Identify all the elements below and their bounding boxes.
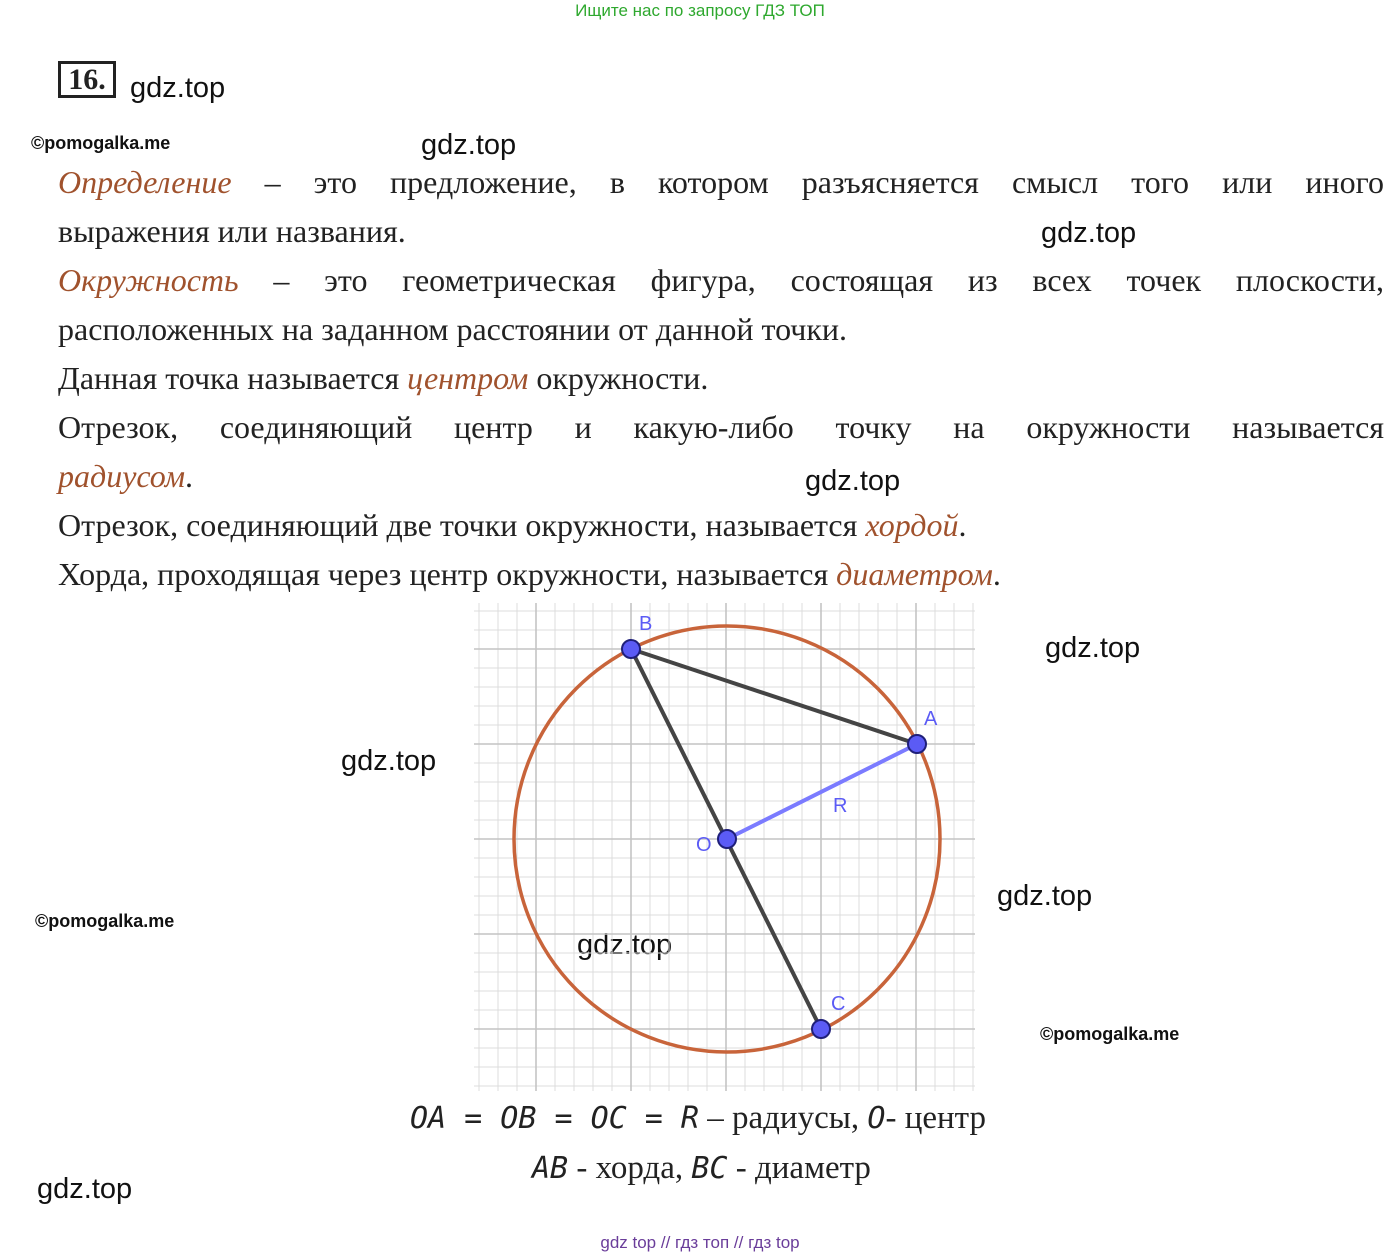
label-o: O bbox=[696, 834, 712, 856]
watermark: gdz.top bbox=[1045, 632, 1141, 664]
watermark: gdz.top bbox=[1041, 217, 1137, 249]
term-chord: хордой bbox=[865, 507, 959, 543]
point-b bbox=[622, 640, 640, 658]
point-c bbox=[812, 1020, 830, 1038]
formula-line2 bbox=[532, 1150, 871, 1187]
text-fragment: Хорда, проходящая через центр окружности, называется bbox=[58, 556, 837, 592]
watermark: gdz.top bbox=[577, 929, 673, 961]
formula-math: O bbox=[867, 1101, 886, 1136]
watermark: gdz.top bbox=[341, 745, 437, 777]
paragraph-center bbox=[58, 358, 708, 398]
label-r: R bbox=[833, 795, 848, 817]
formula-math: BC bbox=[691, 1151, 728, 1186]
footer-link[interactable]: gdz top bbox=[600, 1233, 657, 1252]
watermark: gdz.top bbox=[37, 1173, 133, 1205]
text-fragment: . bbox=[185, 458, 193, 494]
label-b: B bbox=[639, 613, 653, 635]
formula-line1 bbox=[410, 1100, 986, 1137]
text-fragment: окружности. bbox=[528, 360, 709, 396]
paragraph-radius-line2 bbox=[58, 456, 193, 496]
formula-text: - центр bbox=[885, 1100, 986, 1136]
term-diameter: диаметром bbox=[836, 556, 993, 592]
radius-oa bbox=[727, 744, 917, 839]
term-definition: Определение bbox=[58, 164, 232, 200]
copyright-mark: ©pomogalka.me bbox=[35, 911, 175, 931]
point-a bbox=[908, 735, 926, 753]
label-c: C bbox=[831, 993, 846, 1015]
text-fragment: – это геометрическая фигура, состоящая из всех точек плоскости, bbox=[238, 262, 1384, 298]
text-fragment: Отрезок, соединяющий две точки окружности, называется bbox=[58, 507, 866, 543]
paragraph-circle-line2: расположенных на заданном расстоянии от данной точки. bbox=[58, 311, 848, 347]
paragraph-chord bbox=[58, 505, 966, 545]
copyright-mark: ©pomogalka.me bbox=[31, 133, 171, 153]
chord-ab bbox=[631, 649, 917, 744]
paragraph-definition-line2: выражения или названия. bbox=[58, 213, 406, 249]
term-circle: Окружность bbox=[58, 262, 239, 298]
footer-links bbox=[0, 1233, 1400, 1253]
formula-math: AB bbox=[532, 1151, 569, 1186]
watermark: gdz.top bbox=[997, 880, 1093, 912]
footer-link[interactable]: гдз top bbox=[748, 1233, 800, 1252]
footer-separator: // bbox=[660, 1233, 671, 1252]
text-fragment: – это предложение, в котором разъясняется смысл того или иного bbox=[231, 164, 1384, 200]
label-a: A bbox=[924, 708, 938, 730]
formula-text: - хорда, bbox=[568, 1150, 692, 1186]
watermark: gdz.top bbox=[421, 129, 517, 161]
footer-separator: // bbox=[733, 1233, 744, 1252]
footer-link[interactable]: гдз топ bbox=[675, 1233, 730, 1252]
text-fragment: . bbox=[992, 556, 1001, 592]
text-fragment: . bbox=[958, 507, 967, 543]
watermark: gdz.top bbox=[130, 72, 226, 104]
paragraph-definition-line1 bbox=[58, 162, 1384, 202]
term-radius: радиусом bbox=[58, 458, 185, 494]
paragraph-radius-line1: Отрезок, соединяющий центр и какую-либо точку на окружности называется bbox=[58, 409, 1384, 445]
task-number-box: 16. bbox=[58, 61, 116, 98]
copyright-mark: ©pomogalka.me bbox=[1040, 1024, 1180, 1044]
text-fragment: Данная точка называется bbox=[58, 360, 408, 396]
paragraph-diameter bbox=[58, 554, 1001, 594]
formula-math: OA = OB = OC = R bbox=[410, 1101, 699, 1136]
circle-diagram bbox=[470, 603, 980, 1093]
watermark: gdz.top bbox=[805, 465, 901, 497]
top-banner: Ищите нас по запросу ГДЗ ТОП bbox=[575, 1, 825, 20]
formula-text: – радиусы, bbox=[698, 1100, 868, 1136]
term-center: центром bbox=[407, 360, 529, 396]
paragraph-circle-line1 bbox=[58, 260, 1384, 300]
formula-text: - диаметр bbox=[727, 1150, 871, 1186]
point-o bbox=[718, 830, 736, 848]
